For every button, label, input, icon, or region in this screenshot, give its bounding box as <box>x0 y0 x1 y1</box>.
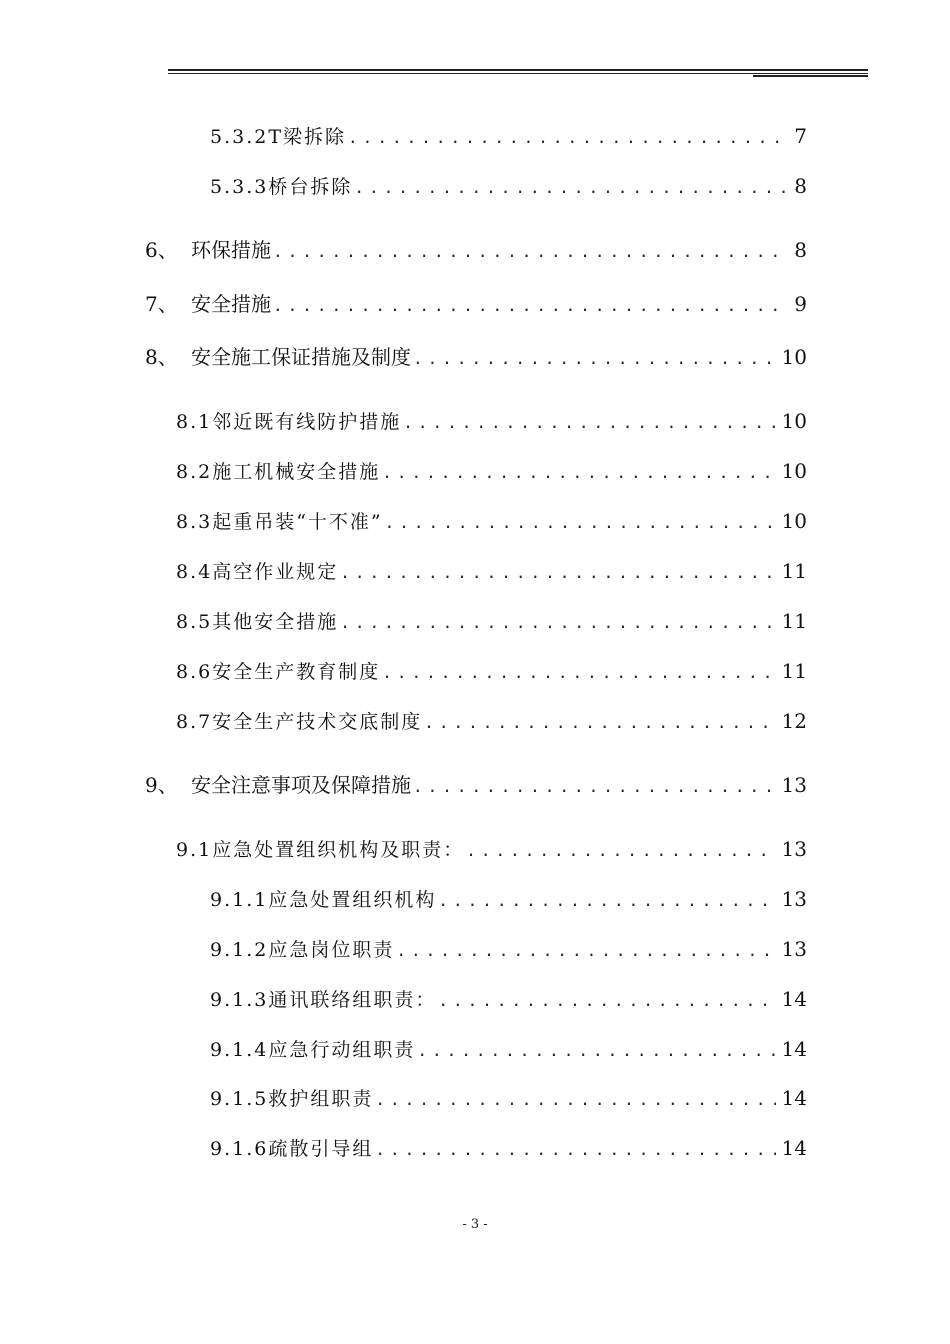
toc-title: 桥台拆除 <box>268 176 353 198</box>
toc-entry[interactable] <box>210 171 807 201</box>
toc-leader <box>354 173 787 203</box>
toc-entry[interactable] <box>176 506 807 536</box>
toc-number: 8.6 <box>176 661 213 683</box>
toc-number: 9.1.4 <box>210 1039 269 1061</box>
toc-page-number: 12 <box>781 709 807 733</box>
toc-entry[interactable] <box>176 656 807 686</box>
toc-leader <box>375 1135 775 1165</box>
toc-page-number: 9 <box>794 292 807 316</box>
toc-page-number: 11 <box>781 609 807 633</box>
toc-number: 9.1.2 <box>210 939 269 961</box>
toc-leader <box>396 936 775 966</box>
toc-number: 8.2 <box>176 461 213 483</box>
toc-page-number: 13 <box>781 887 807 911</box>
toc-entry[interactable] <box>210 1034 807 1064</box>
toc-number: 6、 <box>145 238 178 262</box>
toc-number: 8.5 <box>176 611 213 633</box>
toc-leader <box>382 458 775 488</box>
page-footer: - 3 - <box>462 1217 488 1232</box>
toc-leader <box>413 344 776 374</box>
toc-entry[interactable] <box>210 984 807 1014</box>
toc-leader <box>273 237 787 267</box>
toc-entry[interactable] <box>210 1133 807 1163</box>
toc-entry[interactable] <box>145 342 807 372</box>
toc-title: 应急岗位职责 <box>268 939 395 961</box>
toc-page-number: 10 <box>781 409 807 433</box>
toc-title: 救护组职责 <box>268 1088 374 1110</box>
toc-entry[interactable] <box>145 289 807 319</box>
toc-number: 9、 <box>145 773 178 797</box>
toc-leader <box>466 836 775 866</box>
toc-page-number: 10 <box>781 459 807 483</box>
toc-entry[interactable] <box>145 770 807 800</box>
toc-leader <box>340 608 775 638</box>
toc-entry[interactable] <box>210 121 807 151</box>
toc-title: 安全措施 <box>191 292 271 316</box>
toc-page-number: 8 <box>794 238 807 262</box>
toc-title: 安全生产教育制度 <box>212 661 381 683</box>
toc-title: T梁拆除 <box>268 126 347 148</box>
toc-entry[interactable] <box>145 235 807 265</box>
toc-page-number: 10 <box>781 509 807 533</box>
toc-number: 8.7 <box>176 711 213 733</box>
toc-title: 通讯联络组职责： <box>268 989 437 1011</box>
toc-leader <box>438 886 775 916</box>
toc-number: 9.1.1 <box>210 889 269 911</box>
toc-number: 5.3.2 <box>210 126 269 148</box>
toc-leader <box>424 708 775 738</box>
toc-entry[interactable] <box>176 606 807 636</box>
toc-title: 应急处置组织机构及职责： <box>212 839 465 861</box>
toc-page-number: 13 <box>781 837 807 861</box>
toc-page-number: 8 <box>794 174 807 198</box>
toc-page-number: 14 <box>781 1037 807 1061</box>
toc-entry[interactable] <box>176 834 807 864</box>
toc-page-number: 11 <box>781 659 807 683</box>
toc-number: 7、 <box>145 292 178 316</box>
toc-page-number: 14 <box>781 987 807 1011</box>
header-rule <box>168 69 868 74</box>
toc-entry[interactable] <box>176 706 807 736</box>
toc-title: 疏散引导组 <box>268 1138 374 1160</box>
toc-entry[interactable] <box>176 556 807 586</box>
toc-number: 9.1 <box>176 839 213 861</box>
toc-entry[interactable] <box>210 1083 807 1113</box>
toc-page-number: 11 <box>781 559 807 583</box>
toc-title: 环保措施 <box>191 238 271 262</box>
toc-title: 应急行动组职责 <box>268 1039 416 1061</box>
toc-title: 邻近既有线防护措施 <box>212 411 402 433</box>
toc-page-number: 7 <box>794 124 807 148</box>
toc-title: 安全生产技术交底制度 <box>212 711 423 733</box>
toc-entry[interactable] <box>176 456 807 486</box>
toc-entry[interactable] <box>210 934 807 964</box>
toc-title: 安全注意事项及保障措施 <box>191 773 411 797</box>
toc-leader <box>273 291 787 321</box>
toc-title: 高空作业规定 <box>212 561 339 583</box>
toc-title: 安全施工保证措施及制度 <box>191 345 411 369</box>
toc-title: 起重吊装“十不准” <box>212 511 383 533</box>
toc-leader <box>348 123 787 153</box>
toc-number: 8.4 <box>176 561 213 583</box>
toc-number: 9.1.6 <box>210 1138 269 1160</box>
toc-leader <box>340 558 775 588</box>
toc-entry[interactable] <box>176 406 807 436</box>
toc-leader <box>385 508 776 538</box>
toc-page-number: 14 <box>781 1136 807 1160</box>
toc-title: 其他安全措施 <box>212 611 339 633</box>
toc-leader <box>382 658 775 688</box>
toc-leader <box>413 772 776 802</box>
toc-title: 应急处置组织机构 <box>268 889 437 911</box>
toc-entry[interactable] <box>210 884 807 914</box>
toc-leader <box>417 1036 775 1066</box>
toc-number: 5.3.3 <box>210 176 269 198</box>
toc-leader <box>438 986 775 1016</box>
toc-number: 8、 <box>145 345 178 369</box>
toc-number: 9.1.3 <box>210 989 269 1011</box>
toc-page-number: 14 <box>781 1086 807 1110</box>
toc-leader <box>403 408 775 438</box>
toc-page-number: 13 <box>781 773 807 797</box>
toc-page-number: 10 <box>781 345 807 369</box>
toc-leader <box>375 1085 775 1115</box>
toc-number: 9.1.5 <box>210 1088 269 1110</box>
toc-number: 8.1 <box>176 411 213 433</box>
toc-number: 8.3 <box>176 511 213 533</box>
toc-page-number: 13 <box>781 937 807 961</box>
toc-title: 施工机械安全措施 <box>212 461 381 483</box>
